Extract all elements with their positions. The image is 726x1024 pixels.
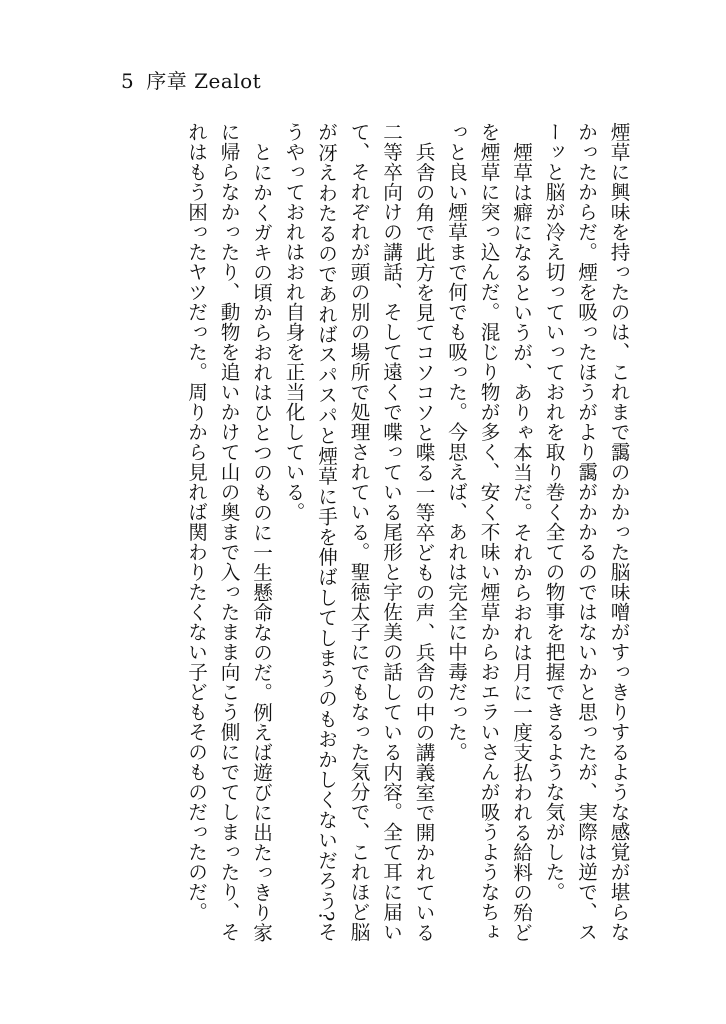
chapter-title: 序章 Zealot xyxy=(146,69,262,93)
paragraph-1: 煙草に興味を持ったのは、これまで靄のかかった脳味噌がすっきりするような感覚が堪らなかったからだ。煙を吸ったほうがより靄がかかるのではないかと思ったが、実際は逆で、スーッと脳が冷え切っていっておれを取り巻く全ての物事を把握できるような気がした。 xyxy=(542,122,630,942)
paragraph-3: 兵舎の角で此方を見てコソコソと喋る一等卒どもの声、兵舎の中の講義室で開かれている二等卒向けの講話、そして遠くで喋っている尾形と宇佐美の話している内容。全て耳に届いて、それぞれが頭の別の場所で処理されている。聖徳太子にでもなった気分で、これほど脳が冴えわたるのであればスパスパと煙草に手を伸ばしてしまうのもおかしくないだろう?そうやっておれはおれ自身を正当化している。 xyxy=(282,122,435,942)
running-header xyxy=(121,68,261,94)
vertical-body-text xyxy=(179,122,634,942)
page-number: 5 xyxy=(121,69,135,93)
paragraph-2: 煙草は癖になるというが、ありゃ本当だ。それからおれは月に一度支払われる給料の殆どを煙草に突っ込んだ。混じり物が多く、安く不味い煙草からおエラいさんが吸うようなちょっと良い煙草まで何でも吸った。今思えば、あれは完全に中毒だった。 xyxy=(444,122,533,942)
paragraph-4: とにかくガキの頃からおれはひとつのものに一生懸命なのだ。例えば遊びに出たっきり家に帰らなかったり、動物を追いかけて山の奥まで入ったまま向こう側にでてしまったり、それはもう困ったヤツだった。周りから見れば関わりたくない子どもそのものだったのだ。 xyxy=(184,122,273,942)
